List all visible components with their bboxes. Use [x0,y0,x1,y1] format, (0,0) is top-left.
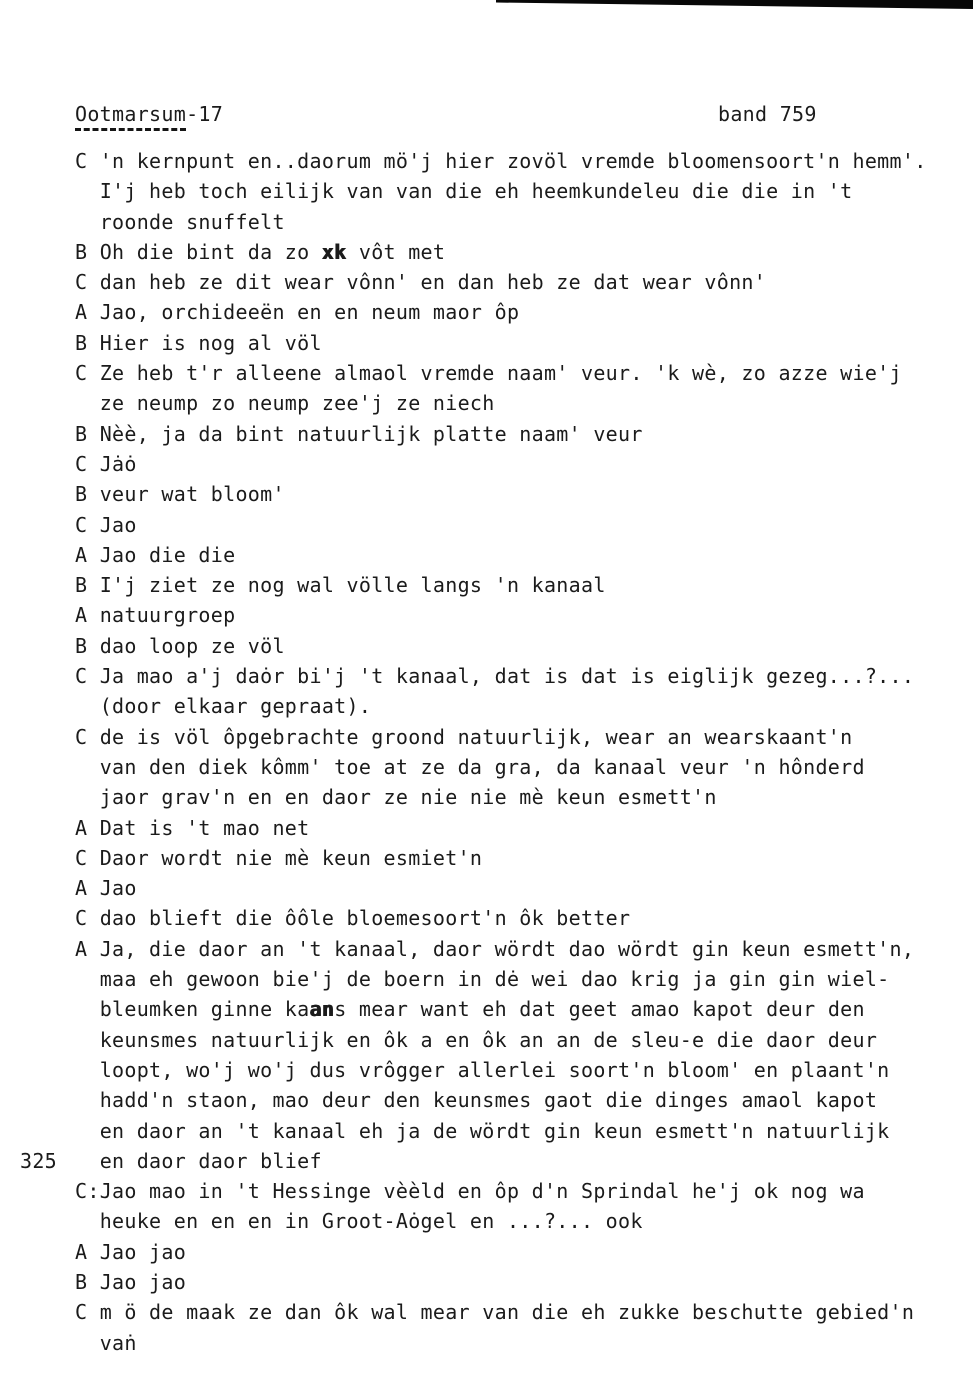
line-text: maa eh gewoon bie'j de boern in dė wei dao krig ja gin gin wiel- [99,967,890,992]
speaker-label: C [75,724,88,749]
transcript-line [75,1328,927,1358]
margin-line-number: 325 [20,1148,58,1173]
line-text: en daor an 't kanaal eh ja de wördt gin keun esmett'n natuurlijk [99,1118,890,1143]
speaker-label: B [75,421,88,446]
speaker-label: B [75,1269,88,1294]
line-text: vaṅ [99,1330,137,1355]
line-text: jaor grav'n en en daor ze nie nie mè keun esmett'n [99,785,717,810]
speaker-label: B [75,573,88,598]
line-text: Oh die bint da zo xk vôt met [99,239,446,264]
transcript-line [75,1237,927,1267]
line-text: Jao mao in 't Hessinge vèèld en ôp d'n Sprindal he'j ok nog wa [99,1179,865,1204]
line-text: en daor daor blief [99,1148,322,1173]
page-header [75,102,973,136]
transcript-line [75,1206,927,1236]
transcript-line [75,903,927,933]
speaker-label: C [75,270,88,295]
speaker-label: B [75,633,88,658]
line-text: Jao, orchideeën en en neum maor ôp [99,300,520,325]
line-text: dao loop ze völ [99,633,285,658]
transcript-line [75,176,927,206]
transcript-line [75,722,927,752]
transcript-line [75,843,927,873]
scan-edge-artifact [496,0,973,9]
overstruck-text: xk [321,239,347,264]
transcript-line [75,449,927,479]
speaker-label: C [75,451,88,476]
transcript-line [75,691,927,721]
line-text: I'j heb toch eilijk van van die eh heemkundeleu die die in 't [99,179,853,204]
line-text: Jao die die [99,542,236,567]
speaker-label: C [75,149,88,173]
transcript-line [75,1267,927,1297]
speaker-label: B [75,482,88,507]
transcript-line [20,1146,927,1176]
transcript-line [75,964,927,994]
line-text: m ö de maak ze dan ôk wal mear van die eh zukke beschutte gebied'n [99,1300,915,1325]
transcript-line [75,146,927,176]
transcript-line [75,267,927,297]
transcript-line [75,540,927,570]
speaker-label: A [75,603,88,628]
transcript-line [75,358,927,388]
speaker-label: A [75,815,88,840]
transcript-line [75,1116,927,1146]
line-text: 'n kernpunt en..daorum mö'j hier zovöl vremde bloomensoort'n hemm'. [99,149,927,173]
transcript-line [75,934,927,964]
line-text: Jao [99,876,137,901]
speaker-label: C: [75,1179,100,1204]
transcript-line [75,328,927,358]
speaker-label: C [75,845,88,870]
transcript-line [75,297,927,327]
line-text: keunsmes natuurlijk en ôk a en ôk an an de sleu-e die daor deur [99,1027,878,1052]
speaker-label: B [75,330,88,355]
line-text: natuurgroep [99,603,236,628]
speaker-label: C [75,361,88,386]
transcript-line [75,1297,927,1327]
band-number: band 759 [718,102,817,126]
line-text: dao blieft die ôôle bloemesoort'n ôk better [99,906,631,931]
transcript-line [75,661,927,691]
speaker-label: C [75,1300,88,1325]
line-text: Dat is 't mao net [99,815,310,840]
transcript-line [75,1176,927,1206]
transcript-line [75,237,927,267]
line-text: I'j ziet ze nog wal völle langs 'n kanaal [99,573,606,598]
speaker-label: A [75,542,88,567]
transcript-line [75,813,927,843]
line-text: Hier is nog al völ [99,330,322,355]
transcript-line [75,994,927,1024]
speaker-label: C [75,664,88,689]
transcript-line [75,782,927,812]
line-text: Jao jao [99,1239,187,1264]
line-text: Jȧȯ [99,451,137,476]
speaker-label: A [75,300,88,325]
transcript-line [75,207,927,237]
transcript-line [75,570,927,600]
line-text: Jao jao [99,1269,187,1294]
transcript-line [75,510,927,540]
transcript-line [75,600,927,630]
transcript-line [75,479,927,509]
transcript-line [75,1085,927,1115]
line-text: van den diek kômm' toe at ze da gra, da kanaal veur 'n hônderd [99,754,865,779]
speaker-label: C [75,512,88,537]
line-text: Daor wordt nie mè keun esmiet'n [99,845,483,870]
speaker-label: A [75,1239,88,1264]
line-text: loopt, wo'j wo'j dus vrôgger allerlei soort'n bloom' en plaant'n [99,1057,890,1082]
transcript-line [75,1055,927,1085]
document-title-underlined: Ootmarsum [75,102,186,131]
transcript-line [75,752,927,782]
line-text: Ja, die daor an 't kanaal, daor wördt dao wördt gin keun esmett'n, [99,936,915,961]
speaker-label: B [75,239,88,264]
line-text: Nèè, ja da bint natuurlijk platte naam' veur [99,421,643,446]
line-text: de is völ ôpgebrachte groond natuurlijk, wear an wearskaant'n [99,724,853,749]
transcript-line [75,388,927,418]
line-text: (door elkaar gepraat). [99,694,372,719]
transcript-line [75,419,927,449]
line-text: hadd'n staon, mao deur den keunsmes gaot die dinges amaol kapot [99,1088,878,1113]
line-text: veur wat bloom' [99,482,285,507]
line-text: ze neump zo neump zee'j ze niech [99,391,495,416]
line-text: roonde snuffelt [99,209,285,234]
line-text: Ze heb t'r alleene almaol vremde naam' veur. 'k wè, zo azze wie'j [99,361,902,386]
line-text: Ja mao a'j daȯr bi'j 't kanaal, dat is dat is eiglijk gezeg...?... [99,664,915,689]
transcript-line [75,631,927,661]
document-title-rest: -17 [186,102,224,126]
speaker-label: A [75,936,88,961]
line-text: heuke en en en in Groot-Aȯgel en ...?... ook [99,1209,643,1234]
transcript-line [75,873,927,903]
line-text: Jao [99,512,137,537]
speaker-label: A [75,876,88,901]
document-title [75,102,223,131]
transcript [20,146,927,1358]
speaker-label: C [75,906,88,931]
overstruck-text: an [309,997,335,1022]
line-text: bleumken ginne kaans mear want eh dat geet amao kapot deur den [99,997,865,1022]
line-text: dan heb ze dit wear vônn' en dan heb ze dat wear vônn' [99,270,767,295]
transcript-line [75,1025,927,1055]
